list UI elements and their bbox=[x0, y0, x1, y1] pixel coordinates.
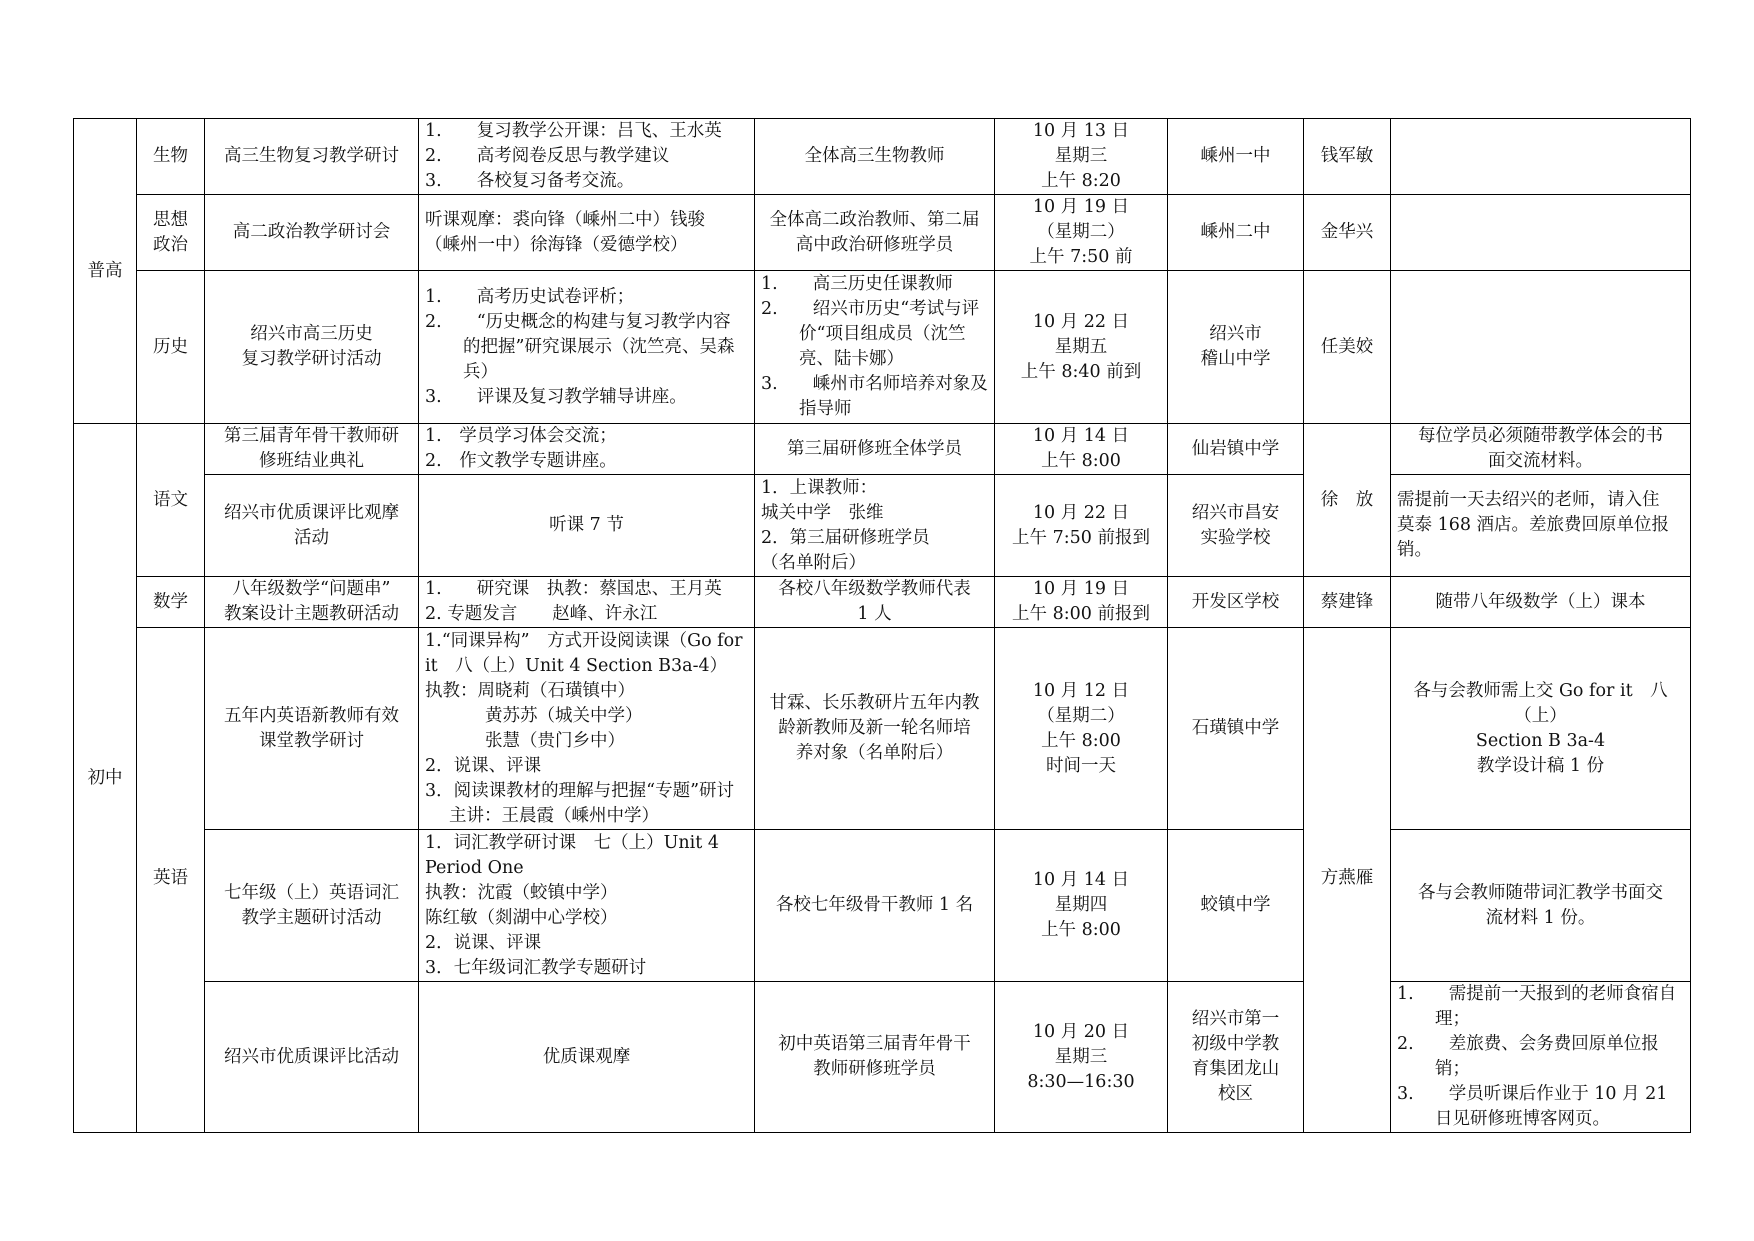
content-cell: 1. 学员学习体会交流； 2. 作文教学专题讲座。 bbox=[419, 424, 755, 475]
place-cell: 开发区学校 bbox=[1168, 577, 1304, 628]
content-cell: 1．词汇教学研讨课 七（上）Unit 4 Period One 执教：沈霞（蛟镇中学） 陈红敏（剡湖中心学校） 2．说课、评课 3．七年级词汇教学专题研讨 bbox=[419, 830, 755, 982]
content-cell: 1.“同课异构” 方式开设阅读课（Go for it 八（上）Unit 4 Section B3a-4） 执教：周晓莉（石璜镇中） 黄苏苏（城关中学） 张慧（贵门乡中） 2．说课、评课 3．阅读课教材的理解与把握“专题”研讨 主讲：王晨霞（嵊州中学） bbox=[419, 628, 755, 830]
place-cell: 绍兴市第一 初级中学教 育集团龙山 校区 bbox=[1168, 982, 1304, 1133]
participants-cell: 初中英语第三届青年骨干 教师研修班学员 bbox=[755, 982, 995, 1133]
time-cell: 10 月 13 日 星期三 上午 8:20 bbox=[995, 119, 1168, 195]
topic-cell: 高三生物复习教学研讨 bbox=[205, 119, 419, 195]
subject-cell: 数学 bbox=[137, 577, 205, 628]
topic-cell: 第三届青年骨干教师研 修班结业典礼 bbox=[205, 424, 419, 475]
note-cell: 每位学员必须随带教学体会的书 面交流材料。 bbox=[1391, 424, 1691, 475]
participants-cell: 全体高二政治教师、第二届 高中政治研修班学员 bbox=[755, 195, 995, 271]
table-row bbox=[74, 577, 1691, 628]
section-label: 普高 bbox=[74, 119, 137, 424]
subject-cell: 英语 bbox=[137, 628, 205, 1133]
participants-cell: 1. 高三历史任课教师 2. 绍兴市历史“考试与评价“项目组成员（沈竺亮、陆卡娜） 3. 嵊州市名师培养对象及指导师 bbox=[755, 271, 995, 424]
table-row bbox=[74, 830, 1691, 982]
time-cell: 10 月 22 日 上午 7:50 前报到 bbox=[995, 475, 1168, 577]
time-cell: 10 月 12 日 （星期二） 上午 8:00 时间一天 bbox=[995, 628, 1168, 830]
contact-cell: 钱军敏 bbox=[1304, 119, 1391, 195]
content-cell: 听课观摩：裘向锋（嵊州二中）钱骏 （嵊州一中）徐海锋（爱德学校） bbox=[419, 195, 755, 271]
time-cell: 10 月 19 日 （星期二） 上午 7:50 前 bbox=[995, 195, 1168, 271]
note-cell bbox=[1391, 195, 1691, 271]
contact-cell: 金华兴 bbox=[1304, 195, 1391, 271]
content-cell: 听课 7 节 bbox=[419, 475, 755, 577]
topic-cell: 绍兴市优质课评比观摩 活动 bbox=[205, 475, 419, 577]
subject-cell: 思想政治 bbox=[137, 195, 205, 271]
table-row bbox=[74, 475, 1691, 577]
note-cell: 随带八年级数学（上）课本 bbox=[1391, 577, 1691, 628]
content-cell: 1. 研究课 执教：蔡国忠、王月英 2. 专题发言 赵峰、许永江 bbox=[419, 577, 755, 628]
table-row bbox=[74, 271, 1691, 424]
participants-cell: 第三届研修班全体学员 bbox=[755, 424, 995, 475]
participants-cell: 全体高三生物教师 bbox=[755, 119, 995, 195]
contact-cell: 方燕雁 bbox=[1304, 628, 1391, 1133]
place-cell: 嵊州一中 bbox=[1168, 119, 1304, 195]
subject-cell: 生物 bbox=[137, 119, 205, 195]
table-row bbox=[74, 195, 1691, 271]
time-cell: 10 月 19 日 上午 8:00 前报到 bbox=[995, 577, 1168, 628]
table-row bbox=[74, 628, 1691, 830]
time-cell: 10 月 14 日 星期四 上午 8:00 bbox=[995, 830, 1168, 982]
place-cell: 嵊州二中 bbox=[1168, 195, 1304, 271]
participants-cell: 甘霖、长乐教研片五年内教 龄新教师及新一轮名师培 养对象（名单附后） bbox=[755, 628, 995, 830]
note-cell: 需提前一天去绍兴的老师，请入住 莫泰 168 酒店。差旅费回原单位报 销。 bbox=[1391, 475, 1691, 577]
section-label: 初中 bbox=[74, 424, 137, 1133]
place-cell: 石璜镇中学 bbox=[1168, 628, 1304, 830]
participants-cell: 各校八年级数学教师代表 1 人 bbox=[755, 577, 995, 628]
content-cell: 1. 复习教学公开课：吕飞、王水英 2. 高考阅卷反思与教学建议 3. 各校复习备考交流。 bbox=[419, 119, 755, 195]
table-row bbox=[74, 424, 1691, 475]
topic-cell: 绍兴市优质课评比活动 bbox=[205, 982, 419, 1133]
note-cell bbox=[1391, 119, 1691, 195]
note-cell: 各与会教师随带词汇教学书面交 流材料 1 份。 bbox=[1391, 830, 1691, 982]
participants-cell: 各校七年级骨干教师 1 名 bbox=[755, 830, 995, 982]
place-cell: 绍兴市 稽山中学 bbox=[1168, 271, 1304, 424]
participants-cell: 1．上课教师： 城关中学 张维 2．第三届研修班学员 （名单附后） bbox=[755, 475, 995, 577]
topic-cell: 绍兴市高三历史 复习教学研讨活动 bbox=[205, 271, 419, 424]
table-row bbox=[74, 119, 1691, 195]
table-row bbox=[74, 982, 1691, 1133]
contact-cell: 任美姣 bbox=[1304, 271, 1391, 424]
contact-cell: 徐 放 bbox=[1304, 424, 1391, 577]
subject-cell: 历史 bbox=[137, 271, 205, 424]
time-cell: 10 月 14 日 上午 8:00 bbox=[995, 424, 1168, 475]
topic-cell: 五年内英语新教师有效 课堂教学研讨 bbox=[205, 628, 419, 830]
place-cell: 仙岩镇中学 bbox=[1168, 424, 1304, 475]
note-cell: 1. 需提前一天报到的老师食宿自理； 2. 差旅费、会务费回原单位报销； 3. 学员听课后作业于 10 月 21 日见研修班博客网页。 bbox=[1391, 982, 1691, 1133]
subject-cell: 语文 bbox=[137, 424, 205, 577]
topic-cell: 高二政治教学研讨会 bbox=[205, 195, 419, 271]
place-cell: 绍兴市昌安 实验学校 bbox=[1168, 475, 1304, 577]
time-cell: 10 月 20 日 星期三 8:30—16:30 bbox=[995, 982, 1168, 1133]
note-cell bbox=[1391, 271, 1691, 424]
place-cell: 蛟镇中学 bbox=[1168, 830, 1304, 982]
note-cell: 各与会教师需上交 Go for it 八（上） Section B 3a-4 教学设计稿 1 份 bbox=[1391, 628, 1691, 830]
content-cell: 优质课观摩 bbox=[419, 982, 755, 1133]
topic-cell: 七年级（上）英语词汇 教学主题研讨活动 bbox=[205, 830, 419, 982]
topic-cell: 八年级数学“问题串” 教案设计主题教研活动 bbox=[205, 577, 419, 628]
content-cell: 1. 高考历史试卷评析； 2. “历史概念的构建与复习教学内容的把握”研究课展示（沈竺亮、吴森兵） 3. 评课及复习教学辅导讲座。 bbox=[419, 271, 755, 424]
contact-cell: 蔡建锋 bbox=[1304, 577, 1391, 628]
schedule-table bbox=[73, 118, 1691, 1133]
time-cell: 10 月 22 日 星期五 上午 8:40 前到 bbox=[995, 271, 1168, 424]
